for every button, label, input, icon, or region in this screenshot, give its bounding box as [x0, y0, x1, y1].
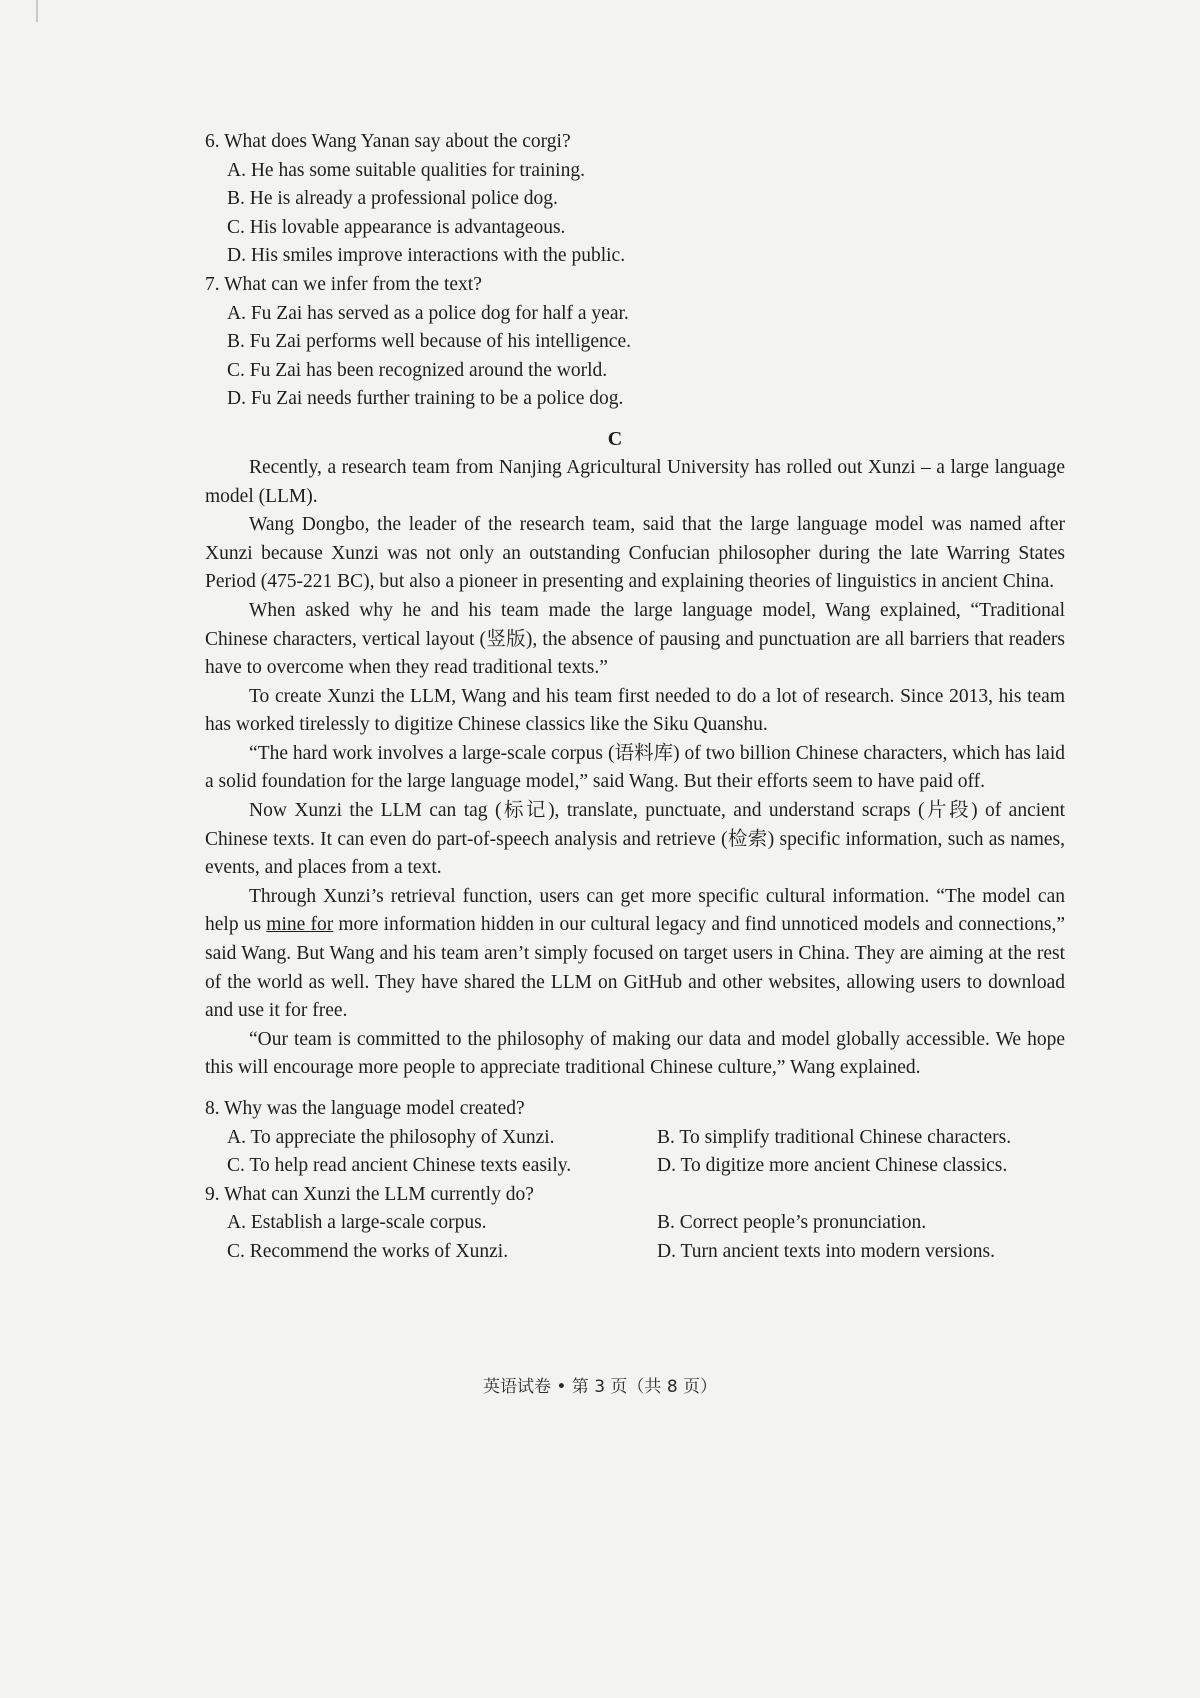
option-b: B. To simplify traditional Chinese characters.: [657, 1126, 1012, 1148]
options-grid: [227, 1209, 1065, 1266]
option-a: A. To appreciate the philosophy of Xunzi.: [227, 1126, 555, 1148]
option-d: D. To digitize more ancient Chinese classics.: [657, 1155, 1008, 1177]
paragraph-text: more information hidden in our cultural legacy and find unnoticed models and connections,” said Wang. But Wang and his team aren’t simply focused on target users in China. They are aiming at the rest of the world as well. They have shared the LLM on GitHub and other websites, allowing users to download and use it for free.: [205, 914, 1065, 1022]
option-c: C. His lovable appearance is advantageous.: [227, 216, 566, 238]
passage-c: [205, 454, 1065, 1083]
passage-paragraph: To create Xunzi the LLM, Wang and his team first needed to do a lot of research. Since 2013, his team has worked tirelessly to digitize Chinese classics like the Siku Quanshu.: [205, 685, 1065, 736]
option-b: B. Correct people’s pronunciation.: [657, 1212, 927, 1234]
option-a: A. Fu Zai has served as a police dog for half a year.: [227, 302, 629, 324]
option-c: C. Fu Zai has been recognized around the world.: [227, 359, 608, 381]
page-footer: 英语试卷 • 第 3 页（共 8 页）: [482, 1377, 718, 1397]
page-content: [205, 128, 1065, 1267]
option-c: C. To help read ancient Chinese texts easily.: [227, 1155, 572, 1177]
underlined-phrase: mine for: [266, 914, 334, 936]
passage-paragraph: Now Xunzi the LLM can tag (标记), translate, punctuate, and understand scraps (片段) of ancient Chinese texts. It can even do part-of-speech analysis and retrieve (检索) specific information, such as names, events, and places from a text.: [205, 800, 1065, 879]
question-stem: 9. What can Xunzi the LLM currently do?: [205, 1183, 534, 1205]
option-c: C. Recommend the works of Xunzi.: [227, 1240, 509, 1262]
option-a: A. He has some suitable qualities for training.: [227, 159, 585, 181]
question-stem: 7. What can we infer from the text?: [205, 273, 482, 295]
section-heading: C: [607, 427, 623, 450]
option-b: B. He is already a professional police dog.: [227, 188, 558, 210]
options-grid: [227, 1124, 1065, 1181]
question-7: [205, 271, 1065, 414]
passage-paragraph: “Our team is committed to the philosophy of making our data and model globally accessible. We hope this will encourage more people to appreciate traditional Chinese culture,” Wang explained.: [205, 1028, 1065, 1079]
passage-paragraph: When asked why he and his team made the large language model, Wang explained, “Traditional Chinese characters, vertical layout (竖版), the absence of pausing and punctuation are all barriers that readers have to overcome when they read traditional texts.”: [205, 599, 1065, 679]
passage-paragraph: “The hard work involves a large-scale corpus (语料库) of two billion Chinese characters, which has laid a solid foundation for the large language model,” said Wang. But their efforts seem to have paid off.: [205, 742, 1065, 793]
paragraph-text: Through Xunzi’s retrieval function, users can get more specific cultural information. “The model can help us: [205, 885, 1065, 936]
option-d: D. Turn ancient texts into modern versions.: [657, 1240, 995, 1262]
question-stem: 6. What does Wang Yanan say about the corgi?: [205, 131, 571, 152]
option-b: B. Fu Zai performs well because of his intelligence.: [227, 331, 631, 353]
passage-paragraph: Wang Dongbo, the leader of the research team, said that the large language model was named after Xunzi because Xunzi was not only an outstanding Confucian philosopher during the late Warring States Period (475-221 BC), but also a pioneer in presenting and explaining theories of linguistics in ancient China.: [205, 514, 1065, 593]
question-9: [205, 1181, 1065, 1267]
question-stem: 8. Why was the language model created?: [205, 1098, 525, 1119]
question-6: [205, 128, 1065, 271]
option-d: D. Fu Zai needs further training to be a police dog.: [227, 388, 624, 410]
option-a: A. Establish a large-scale corpus.: [227, 1212, 487, 1234]
scan-mark: [36, 0, 38, 22]
passage-paragraph: [205, 883, 1065, 1026]
passage-paragraph: Recently, a research team from Nanjing Agricultural University has rolled out Xunzi – a large language model (LLM).: [205, 456, 1065, 507]
option-d: D. His smiles improve interactions with the public.: [227, 245, 626, 267]
question-8: [205, 1095, 1065, 1181]
